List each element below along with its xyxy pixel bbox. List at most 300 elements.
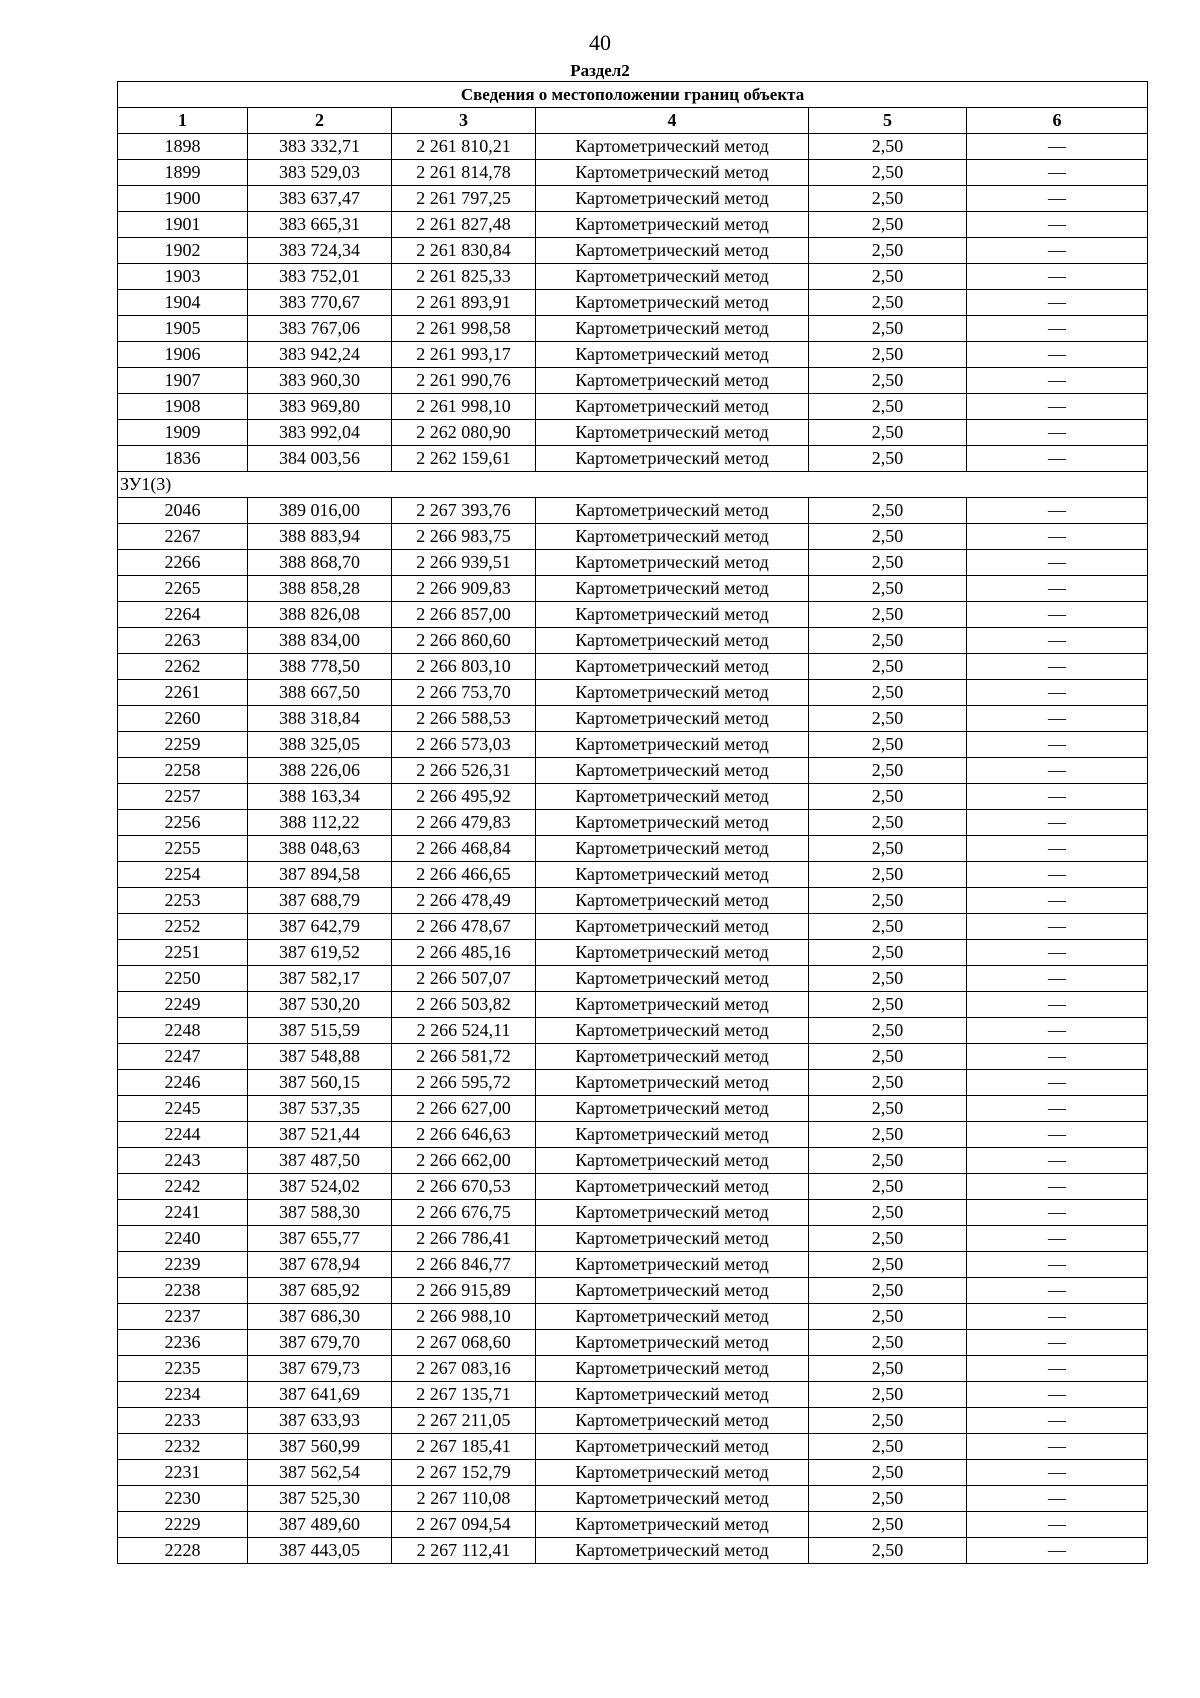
accuracy-cell: 2,50 — [809, 1486, 967, 1512]
accuracy-cell: 2,50 — [809, 628, 967, 654]
table-row — [118, 628, 1148, 654]
coord-x-cell: 387 489,60 — [248, 1512, 392, 1538]
coord-x-cell: 389 016,00 — [248, 498, 392, 524]
table-row — [118, 1148, 1148, 1174]
accuracy-cell: 2,50 — [809, 992, 967, 1018]
accuracy-cell: 2,50 — [809, 914, 967, 940]
method-cell: Картометрический метод — [536, 342, 809, 368]
description-cell: — — [967, 1434, 1148, 1460]
point-number-cell: 2252 — [118, 914, 248, 940]
coord-x-cell: 383 960,30 — [248, 368, 392, 394]
point-number-cell: 2265 — [118, 576, 248, 602]
coord-y-cell: 2 267 185,41 — [392, 1434, 536, 1460]
accuracy-cell: 2,50 — [809, 758, 967, 784]
accuracy-cell: 2,50 — [809, 862, 967, 888]
method-cell: Картометрический метод — [536, 758, 809, 784]
coord-x-cell: 388 667,50 — [248, 680, 392, 706]
table-row — [118, 1044, 1148, 1070]
accuracy-cell: 2,50 — [809, 732, 967, 758]
column-number: 1 — [118, 108, 248, 134]
point-number-cell: 1909 — [118, 420, 248, 446]
method-cell: Картометрический метод — [536, 966, 809, 992]
method-cell: Картометрический метод — [536, 914, 809, 940]
point-number-cell: 2245 — [118, 1096, 248, 1122]
method-cell: Картометрический метод — [536, 212, 809, 238]
accuracy-cell: 2,50 — [809, 1122, 967, 1148]
table-row — [118, 238, 1148, 264]
table-row — [118, 1330, 1148, 1356]
accuracy-cell: 2,50 — [809, 810, 967, 836]
method-cell: Картометрический метод — [536, 368, 809, 394]
description-cell: — — [967, 940, 1148, 966]
table-row — [118, 394, 1148, 420]
point-number-cell: 1907 — [118, 368, 248, 394]
coord-y-cell: 2 266 803,10 — [392, 654, 536, 680]
method-cell: Картометрический метод — [536, 134, 809, 160]
method-cell: Картометрический метод — [536, 1148, 809, 1174]
method-cell: Картометрический метод — [536, 628, 809, 654]
coord-x-cell: 387 679,73 — [248, 1356, 392, 1382]
table-row — [118, 1486, 1148, 1512]
table-row — [118, 1434, 1148, 1460]
point-number-cell: 2233 — [118, 1408, 248, 1434]
method-cell: Картометрический метод — [536, 1200, 809, 1226]
point-number-cell: 1904 — [118, 290, 248, 316]
accuracy-cell: 2,50 — [809, 160, 967, 186]
table-row — [118, 1512, 1148, 1538]
description-cell: — — [967, 1304, 1148, 1330]
point-number-cell: 1898 — [118, 134, 248, 160]
description-cell: — — [967, 1278, 1148, 1304]
point-number-cell: 2257 — [118, 784, 248, 810]
accuracy-cell: 2,50 — [809, 368, 967, 394]
table-row — [118, 732, 1148, 758]
coord-y-cell: 2 266 581,72 — [392, 1044, 536, 1070]
coord-y-cell: 2 266 857,00 — [392, 602, 536, 628]
table-row — [118, 758, 1148, 784]
column-number: 6 — [967, 108, 1148, 134]
method-cell: Картометрический метод — [536, 1356, 809, 1382]
table-row — [118, 212, 1148, 238]
coord-x-cell: 383 942,24 — [248, 342, 392, 368]
method-cell: Картометрический метод — [536, 576, 809, 602]
coord-x-cell: 383 724,34 — [248, 238, 392, 264]
description-cell: — — [967, 576, 1148, 602]
table-row — [118, 1356, 1148, 1382]
coord-x-cell: 387 515,59 — [248, 1018, 392, 1044]
coord-y-cell: 2 266 526,31 — [392, 758, 536, 784]
method-cell: Картометрический метод — [536, 1538, 809, 1564]
description-cell: — — [967, 1148, 1148, 1174]
point-number-cell: 2235 — [118, 1356, 248, 1382]
point-number-cell: 2229 — [118, 1512, 248, 1538]
coord-y-cell: 2 261 827,48 — [392, 212, 536, 238]
method-cell: Картометрический метод — [536, 888, 809, 914]
method-cell: Картометрический метод — [536, 1226, 809, 1252]
accuracy-cell: 2,50 — [809, 446, 967, 472]
accuracy-cell: 2,50 — [809, 1174, 967, 1200]
table-row — [118, 524, 1148, 550]
method-cell: Картометрический метод — [536, 1122, 809, 1148]
table-row — [118, 1538, 1148, 1564]
coord-x-cell: 388 163,34 — [248, 784, 392, 810]
coord-x-cell: 387 530,20 — [248, 992, 392, 1018]
point-number-cell: 2266 — [118, 550, 248, 576]
accuracy-cell: 2,50 — [809, 1330, 967, 1356]
column-number: 4 — [536, 108, 809, 134]
description-cell: — — [967, 784, 1148, 810]
method-cell: Картометрический метод — [536, 160, 809, 186]
coord-x-cell: 387 894,58 — [248, 862, 392, 888]
method-cell: Картометрический метод — [536, 1278, 809, 1304]
table-row — [118, 1252, 1148, 1278]
method-cell: Картометрический метод — [536, 1044, 809, 1070]
point-number-cell: 2260 — [118, 706, 248, 732]
point-number-cell: 2236 — [118, 1330, 248, 1356]
table-row — [118, 1278, 1148, 1304]
method-cell: Картометрический метод — [536, 680, 809, 706]
coord-x-cell: 387 525,30 — [248, 1486, 392, 1512]
point-number-cell: 1906 — [118, 342, 248, 368]
coord-x-cell: 387 655,77 — [248, 1226, 392, 1252]
description-cell: — — [967, 1252, 1148, 1278]
table-row — [118, 446, 1148, 472]
description-cell: — — [967, 316, 1148, 342]
coord-y-cell: 2 267 393,76 — [392, 498, 536, 524]
coord-y-cell: 2 266 860,60 — [392, 628, 536, 654]
method-cell: Картометрический метод — [536, 784, 809, 810]
point-number-cell: 2255 — [118, 836, 248, 862]
accuracy-cell: 2,50 — [809, 888, 967, 914]
page-number: 40 — [589, 30, 611, 55]
coord-y-cell: 2 267 135,71 — [392, 1382, 536, 1408]
column-number: 2 — [248, 108, 392, 134]
coord-y-cell: 2 266 503,82 — [392, 992, 536, 1018]
table-row — [118, 706, 1148, 732]
accuracy-cell: 2,50 — [809, 1226, 967, 1252]
coord-y-cell: 2 261 797,25 — [392, 186, 536, 212]
table-row — [118, 342, 1148, 368]
coord-y-cell: 2 261 814,78 — [392, 160, 536, 186]
method-cell: Картометрический метод — [536, 1252, 809, 1278]
method-cell: Картометрический метод — [536, 498, 809, 524]
coord-x-cell: 388 318,84 — [248, 706, 392, 732]
description-cell: — — [967, 394, 1148, 420]
point-number-cell: 2228 — [118, 1538, 248, 1564]
accuracy-cell: 2,50 — [809, 1278, 967, 1304]
coord-x-cell: 387 548,88 — [248, 1044, 392, 1070]
method-cell: Картометрический метод — [536, 316, 809, 342]
accuracy-cell: 2,50 — [809, 342, 967, 368]
method-cell: Картометрический метод — [536, 550, 809, 576]
table-row — [118, 1304, 1148, 1330]
coord-y-cell: 2 266 846,77 — [392, 1252, 536, 1278]
coord-x-cell: 387 443,05 — [248, 1538, 392, 1564]
column-number-row — [118, 108, 1148, 134]
description-cell: — — [967, 238, 1148, 264]
accuracy-cell: 2,50 — [809, 1096, 967, 1122]
column-number: 3 — [392, 108, 536, 134]
accuracy-cell: 2,50 — [809, 576, 967, 602]
column-number: 5 — [809, 108, 967, 134]
point-number-cell: 2251 — [118, 940, 248, 966]
accuracy-cell: 2,50 — [809, 1512, 967, 1538]
point-number-cell: 1903 — [118, 264, 248, 290]
accuracy-cell: 2,50 — [809, 1018, 967, 1044]
description-cell: — — [967, 498, 1148, 524]
coord-y-cell: 2 266 468,84 — [392, 836, 536, 862]
method-cell: Картометрический метод — [536, 186, 809, 212]
coord-x-cell: 383 969,80 — [248, 394, 392, 420]
coord-x-cell: 387 633,93 — [248, 1408, 392, 1434]
accuracy-cell: 2,50 — [809, 524, 967, 550]
coord-y-cell: 2 261 825,33 — [392, 264, 536, 290]
accuracy-cell: 2,50 — [809, 602, 967, 628]
coord-y-cell: 2 267 110,08 — [392, 1486, 536, 1512]
point-number-cell: 1901 — [118, 212, 248, 238]
method-cell: Картометрический метод — [536, 1096, 809, 1122]
coord-y-cell: 2 262 080,90 — [392, 420, 536, 446]
coord-x-cell: 383 665,31 — [248, 212, 392, 238]
accuracy-cell: 2,50 — [809, 1538, 967, 1564]
accuracy-cell: 2,50 — [809, 966, 967, 992]
description-cell: — — [967, 1408, 1148, 1434]
accuracy-cell: 2,50 — [809, 1044, 967, 1070]
method-cell: Картометрический метод — [536, 862, 809, 888]
method-cell: Картометрический метод — [536, 1382, 809, 1408]
accuracy-cell: 2,50 — [809, 394, 967, 420]
table-row — [118, 680, 1148, 706]
coord-y-cell: 2 261 893,91 — [392, 290, 536, 316]
method-cell: Картометрический метод — [536, 1330, 809, 1356]
coord-y-cell: 2 266 662,00 — [392, 1148, 536, 1174]
coord-y-cell: 2 261 830,84 — [392, 238, 536, 264]
accuracy-cell: 2,50 — [809, 654, 967, 680]
description-cell: — — [967, 732, 1148, 758]
coord-y-cell: 2 266 479,83 — [392, 810, 536, 836]
table-row — [118, 914, 1148, 940]
coord-x-cell: 383 992,04 — [248, 420, 392, 446]
description-cell: — — [967, 446, 1148, 472]
point-number-cell: 2248 — [118, 1018, 248, 1044]
accuracy-cell: 2,50 — [809, 1200, 967, 1226]
description-cell: — — [967, 1538, 1148, 1564]
table-row — [118, 1096, 1148, 1122]
coord-y-cell: 2 266 627,00 — [392, 1096, 536, 1122]
method-cell: Картометрический метод — [536, 1486, 809, 1512]
coord-x-cell: 387 521,44 — [248, 1122, 392, 1148]
accuracy-cell: 2,50 — [809, 1070, 967, 1096]
method-cell: Картометрический метод — [536, 1304, 809, 1330]
table-caption: Сведения о местоположении границ объекта — [118, 82, 1148, 108]
table-row — [118, 550, 1148, 576]
point-number-cell: 1902 — [118, 238, 248, 264]
point-number-cell: 2263 — [118, 628, 248, 654]
point-number-cell: 2256 — [118, 810, 248, 836]
coord-y-cell: 2 266 939,51 — [392, 550, 536, 576]
accuracy-cell: 2,50 — [809, 1304, 967, 1330]
coord-x-cell: 383 529,03 — [248, 160, 392, 186]
point-number-cell: 2230 — [118, 1486, 248, 1512]
method-cell: Картометрический метод — [536, 602, 809, 628]
method-cell: Картометрический метод — [536, 420, 809, 446]
method-cell: Картометрический метод — [536, 810, 809, 836]
point-number-cell: 2262 — [118, 654, 248, 680]
coord-y-cell: 2 267 068,60 — [392, 1330, 536, 1356]
point-number-cell: 2238 — [118, 1278, 248, 1304]
coord-x-cell: 383 332,71 — [248, 134, 392, 160]
description-cell: — — [967, 550, 1148, 576]
point-number-cell: 2261 — [118, 680, 248, 706]
point-number-cell: 1905 — [118, 316, 248, 342]
accuracy-cell: 2,50 — [809, 940, 967, 966]
description-cell: — — [967, 654, 1148, 680]
point-number-cell: 2243 — [118, 1148, 248, 1174]
table-row — [118, 1226, 1148, 1252]
table-row — [118, 186, 1148, 212]
table-row — [118, 290, 1148, 316]
table-row — [118, 264, 1148, 290]
coord-x-cell: 388 325,05 — [248, 732, 392, 758]
table-row — [118, 1460, 1148, 1486]
table-row — [118, 134, 1148, 160]
point-number-cell: 2264 — [118, 602, 248, 628]
accuracy-cell: 2,50 — [809, 134, 967, 160]
coord-x-cell: 387 562,54 — [248, 1460, 392, 1486]
group-header-row — [118, 472, 1148, 498]
table-row — [118, 940, 1148, 966]
coord-x-cell: 388 048,63 — [248, 836, 392, 862]
boundary-coordinates-table — [117, 81, 1148, 1564]
table-row — [118, 1200, 1148, 1226]
description-cell: — — [967, 888, 1148, 914]
coord-x-cell: 383 752,01 — [248, 264, 392, 290]
accuracy-cell: 2,50 — [809, 706, 967, 732]
coord-y-cell: 2 262 159,61 — [392, 446, 536, 472]
accuracy-cell: 2,50 — [809, 186, 967, 212]
accuracy-cell: 2,50 — [809, 784, 967, 810]
table-row — [118, 602, 1148, 628]
coord-y-cell: 2 261 998,10 — [392, 394, 536, 420]
method-cell: Картометрический метод — [536, 1408, 809, 1434]
point-number-cell: 1899 — [118, 160, 248, 186]
coord-y-cell: 2 266 573,03 — [392, 732, 536, 758]
accuracy-cell: 2,50 — [809, 238, 967, 264]
accuracy-cell: 2,50 — [809, 550, 967, 576]
table-row — [118, 810, 1148, 836]
coord-y-cell: 2 267 211,05 — [392, 1408, 536, 1434]
table-caption-row — [118, 82, 1148, 108]
description-cell: — — [967, 836, 1148, 862]
coord-y-cell: 2 266 466,65 — [392, 862, 536, 888]
method-cell: Картометрический метод — [536, 940, 809, 966]
coord-x-cell: 388 834,00 — [248, 628, 392, 654]
coord-y-cell: 2 267 083,16 — [392, 1356, 536, 1382]
coord-y-cell: 2 266 676,75 — [392, 1200, 536, 1226]
description-cell: — — [967, 1096, 1148, 1122]
description-cell: — — [967, 1512, 1148, 1538]
point-number-cell: 2242 — [118, 1174, 248, 1200]
point-number-cell: 2046 — [118, 498, 248, 524]
coord-y-cell: 2 266 909,83 — [392, 576, 536, 602]
point-number-cell: 2237 — [118, 1304, 248, 1330]
accuracy-cell: 2,50 — [809, 290, 967, 316]
point-number-cell: 2241 — [118, 1200, 248, 1226]
description-cell: — — [967, 1070, 1148, 1096]
coord-x-cell: 387 487,50 — [248, 1148, 392, 1174]
description-cell: — — [967, 1330, 1148, 1356]
coord-x-cell: 388 868,70 — [248, 550, 392, 576]
point-number-cell: 1836 — [118, 446, 248, 472]
method-cell: Картометрический метод — [536, 836, 809, 862]
coord-y-cell: 2 266 507,07 — [392, 966, 536, 992]
accuracy-cell: 2,50 — [809, 420, 967, 446]
coord-x-cell: 387 524,02 — [248, 1174, 392, 1200]
coord-x-cell: 387 642,79 — [248, 914, 392, 940]
coord-x-cell: 387 679,70 — [248, 1330, 392, 1356]
point-number-cell: 2239 — [118, 1252, 248, 1278]
description-cell: — — [967, 134, 1148, 160]
description-cell: — — [967, 212, 1148, 238]
coord-x-cell: 387 688,79 — [248, 888, 392, 914]
group-label: ЗУ1(3) — [118, 472, 1148, 498]
coord-y-cell: 2 266 524,11 — [392, 1018, 536, 1044]
description-cell: — — [967, 602, 1148, 628]
table-row — [118, 888, 1148, 914]
method-cell: Картометрический метод — [536, 1512, 809, 1538]
description-cell: — — [967, 1226, 1148, 1252]
method-cell: Картометрический метод — [536, 264, 809, 290]
method-cell: Картометрический метод — [536, 1174, 809, 1200]
coord-x-cell: 387 619,52 — [248, 940, 392, 966]
coord-y-cell: 2 261 998,58 — [392, 316, 536, 342]
point-number-cell: 2240 — [118, 1226, 248, 1252]
table-row — [118, 316, 1148, 342]
accuracy-cell: 2,50 — [809, 1356, 967, 1382]
coord-y-cell: 2 266 786,41 — [392, 1226, 536, 1252]
accuracy-cell: 2,50 — [809, 212, 967, 238]
table-row — [118, 1408, 1148, 1434]
accuracy-cell: 2,50 — [809, 1148, 967, 1174]
point-number-cell: 2254 — [118, 862, 248, 888]
coord-x-cell: 387 537,35 — [248, 1096, 392, 1122]
description-cell: — — [967, 342, 1148, 368]
accuracy-cell: 2,50 — [809, 680, 967, 706]
coord-y-cell: 2 266 595,72 — [392, 1070, 536, 1096]
coord-x-cell: 388 226,06 — [248, 758, 392, 784]
coord-y-cell: 2 266 485,16 — [392, 940, 536, 966]
description-cell: — — [967, 628, 1148, 654]
coord-x-cell: 383 770,67 — [248, 290, 392, 316]
point-number-cell: 2267 — [118, 524, 248, 550]
accuracy-cell: 2,50 — [809, 1252, 967, 1278]
method-cell: Картометрический метод — [536, 732, 809, 758]
method-cell: Картометрический метод — [536, 706, 809, 732]
accuracy-cell: 2,50 — [809, 1434, 967, 1460]
coord-y-cell: 2 267 152,79 — [392, 1460, 536, 1486]
accuracy-cell: 2,50 — [809, 264, 967, 290]
point-number-cell: 2250 — [118, 966, 248, 992]
coord-y-cell: 2 266 646,63 — [392, 1122, 536, 1148]
coord-y-cell: 2 261 993,17 — [392, 342, 536, 368]
description-cell: — — [967, 1044, 1148, 1070]
description-cell: — — [967, 966, 1148, 992]
coord-y-cell: 2 266 915,89 — [392, 1278, 536, 1304]
coord-y-cell: 2 266 588,53 — [392, 706, 536, 732]
description-cell: — — [967, 1460, 1148, 1486]
table-row — [118, 784, 1148, 810]
coord-x-cell: 388 858,28 — [248, 576, 392, 602]
